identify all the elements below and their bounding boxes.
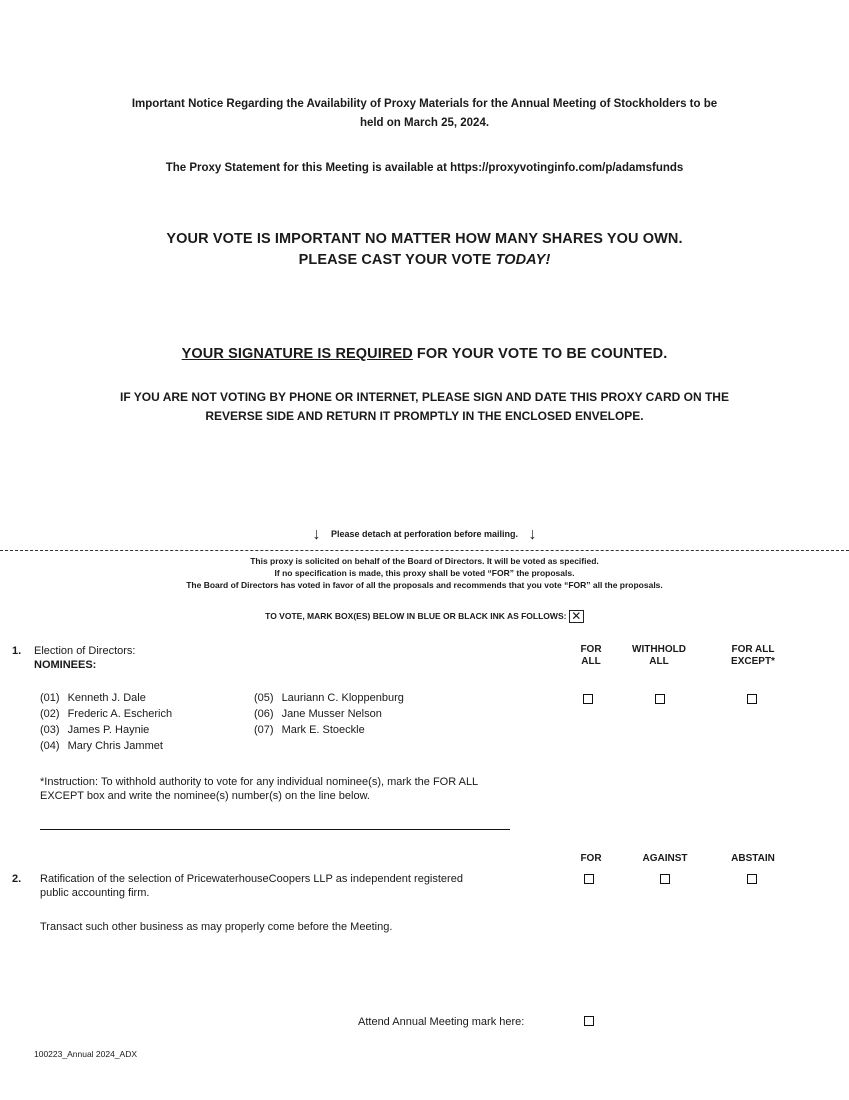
nominee-row xyxy=(40,738,172,754)
nominee-number: (01) xyxy=(40,692,60,704)
for-checkbox[interactable] xyxy=(584,874,594,884)
nominee-name: Frederic A. Escherich xyxy=(67,708,173,720)
column-for-all-except-line-2: EXCEPT* xyxy=(731,656,775,667)
proxy-info-line-1: This proxy is solicited on behalf of the Board of Directors. It will be voted as specified. xyxy=(250,556,599,566)
column-for: FOR xyxy=(580,853,602,864)
abstain-checkbox[interactable] xyxy=(747,874,757,884)
notice-line-1: Important Notice Regarding the Availability of Proxy Materials for the Annual Meeting of Stockholders to be xyxy=(131,98,718,110)
column-withhold-all-line-2: ALL xyxy=(649,656,669,667)
nominee-number: (04) xyxy=(40,740,60,752)
column-withhold-all xyxy=(624,644,694,668)
proxy-statement-notice xyxy=(0,159,849,178)
document-code: 100223_Annual 2024_ADX xyxy=(34,1049,138,1059)
against-checkbox[interactable] xyxy=(660,874,670,884)
detach-instruction xyxy=(0,527,849,543)
for-all-except-checkbox[interactable] xyxy=(747,694,757,704)
signature-required-underlined: YOUR SIGNATURE IS REQUIRED xyxy=(181,346,413,362)
vote-important-line-1: YOUR VOTE IS IMPORTANT NO MATTER HOW MANY SHARES YOU OWN. xyxy=(166,231,683,247)
vote-important-line-2 xyxy=(0,250,849,271)
nominee-name: Kenneth J. Dale xyxy=(67,692,146,704)
proxy-statement-prefix: The Proxy Statement for this Meeting is xyxy=(165,162,385,174)
nominee-name: Mary Chris Jammet xyxy=(67,740,163,752)
column-for-all-except-line-1: FOR ALL xyxy=(731,644,775,655)
perforation-line xyxy=(0,550,849,551)
nominee-exception-write-line[interactable] xyxy=(40,829,510,830)
column-for-all-line-2: ALL xyxy=(581,656,601,667)
attend-meeting-label: Attend Annual Meeting mark here: xyxy=(358,1016,525,1028)
proxy-statement-link[interactable]: available at https://proxyvotinginfo.com/p/adamsfunds xyxy=(384,162,684,174)
withhold-instruction xyxy=(40,775,478,803)
vote-important-heading xyxy=(0,229,849,271)
nominee-name: James P. Haynie xyxy=(67,724,150,736)
proxy-info xyxy=(0,555,849,591)
mark-instruction xyxy=(0,610,849,623)
nominee-number: (06) xyxy=(254,708,274,720)
nominee-name: Jane Musser Nelson xyxy=(281,708,382,720)
nominee-row xyxy=(254,690,404,706)
proposal-2-text-line-2: public accounting firm. xyxy=(40,887,150,899)
withhold-instruction-line-2: EXCEPT box and write the nominee(s) number(s) on the line below. xyxy=(40,790,370,802)
detach-text: Please detach at perforation before mailing. xyxy=(330,529,519,540)
nominee-row xyxy=(254,706,404,722)
attend-meeting-checkbox[interactable] xyxy=(584,1016,594,1026)
proxy-info-line-2: If no specification is made, this proxy shall be voted “FOR” the proposals. xyxy=(274,568,575,578)
nominees-label: NOMINEES: xyxy=(34,659,97,671)
proposal-1-title: Election of Directors: xyxy=(34,645,136,657)
withhold-all-checkbox[interactable] xyxy=(655,694,665,704)
nominee-row xyxy=(254,722,404,738)
other-business-text: Transact such other business as may properly come before the Meeting. xyxy=(40,921,393,933)
for-all-checkbox[interactable] xyxy=(583,694,593,704)
notice-line-2: held on March 25, 2024. xyxy=(359,117,490,129)
cast-vote-text: PLEASE CAST YOUR VOTE xyxy=(298,252,496,268)
nominee-row xyxy=(40,706,172,722)
column-against: AGAINST xyxy=(642,853,688,864)
marked-box-example-icon: ✕ xyxy=(569,610,584,623)
down-arrow-icon: ↓ xyxy=(528,526,537,543)
proxy-info-line-3: The Board of Directors has voted in favor of all the proposals and recommends that you vote “FOR” all the proposals. xyxy=(186,580,663,590)
column-for-all-except xyxy=(718,644,788,668)
mail-instructions xyxy=(0,388,849,426)
nominee-number: (05) xyxy=(254,692,274,704)
nominee-name: Mark E. Stoeckle xyxy=(281,724,365,736)
mail-instructions-line-1: IF YOU ARE NOT VOTING BY PHONE OR INTERNET, PLEASE SIGN AND DATE THIS PROXY CARD ON THE xyxy=(120,390,729,404)
mail-instructions-line-2: REVERSE SIDE AND RETURN IT PROMPTLY IN THE ENCLOSED ENVELOPE. xyxy=(205,409,644,423)
nominee-number: (02) xyxy=(40,708,60,720)
down-arrow-icon: ↓ xyxy=(312,526,321,543)
nominee-number: (07) xyxy=(254,724,274,736)
column-for-all-line-1: FOR xyxy=(580,644,602,655)
proposal-2-text-line-1: Ratification of the selection of PricewaterhouseCoopers LLP as independent registered xyxy=(40,873,463,885)
nominee-number: (03) xyxy=(40,724,60,736)
nominee-row xyxy=(40,690,172,706)
signature-required-rest: FOR YOUR VOTE TO BE COUNTED. xyxy=(412,346,668,362)
column-abstain: ABSTAIN xyxy=(731,853,775,864)
proposal-1-number: 1. xyxy=(12,645,22,657)
nominee-name: Lauriann C. Kloppenburg xyxy=(281,692,404,704)
availability-notice xyxy=(0,95,849,133)
column-for-all xyxy=(566,644,616,668)
signature-required-heading xyxy=(0,344,849,365)
mark-instruction-text: TO VOTE, MARK BOX(ES) BELOW IN BLUE OR BLACK INK AS FOLLOWS: xyxy=(265,611,567,621)
today-emphasis: TODAY! xyxy=(495,252,551,268)
column-withhold-all-line-1: WITHHOLD xyxy=(632,644,686,655)
nominees-list-left xyxy=(40,690,172,754)
proposal-2-number: 2. xyxy=(12,873,22,885)
nominee-row xyxy=(40,722,172,738)
proposal-2-text xyxy=(40,872,463,900)
withhold-instruction-line-1: *Instruction: To withhold authority to vote for any individual nominee(s), mark the FOR ALL xyxy=(40,776,479,788)
nominees-list-right xyxy=(254,690,404,738)
